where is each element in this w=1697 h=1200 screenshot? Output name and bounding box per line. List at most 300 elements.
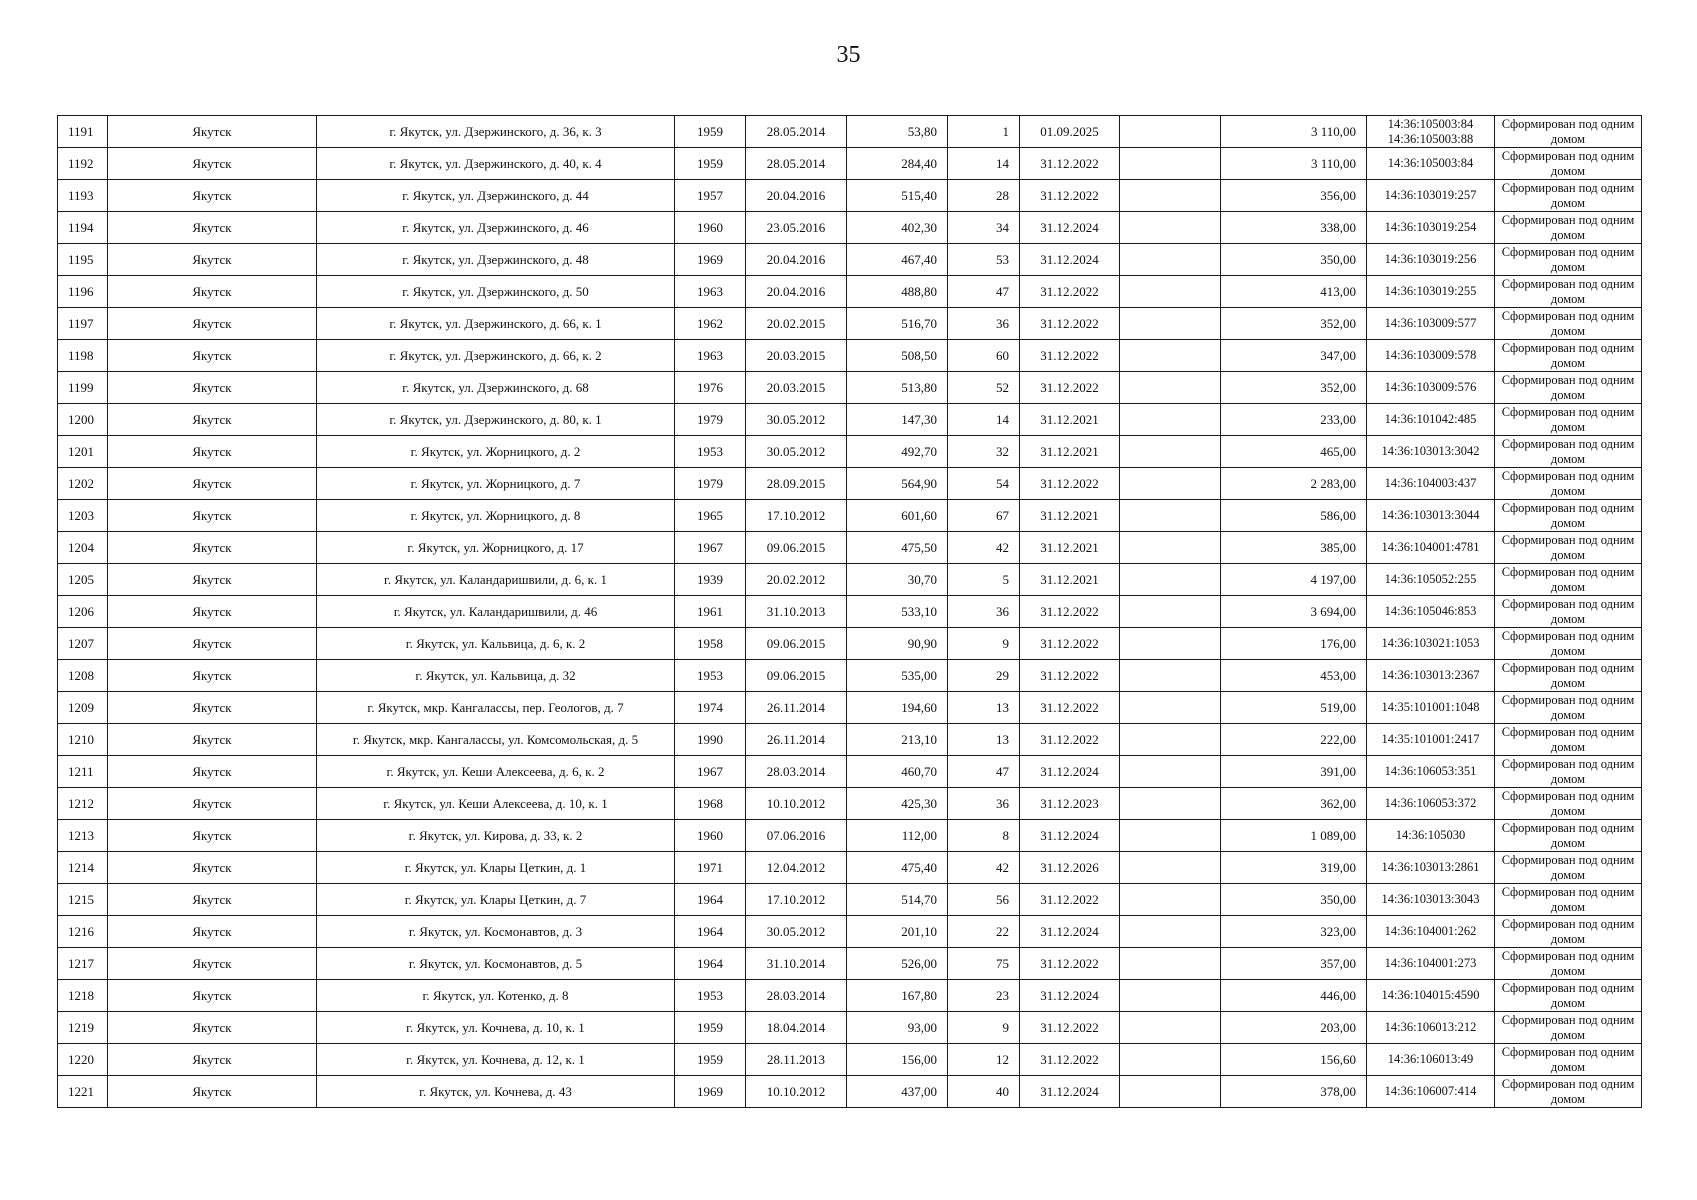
cell-empty <box>1120 1076 1221 1108</box>
cell-area: 515,40 <box>847 180 948 212</box>
cell-recognition-date: 20.04.2016 <box>746 244 847 276</box>
cell-year-built: 1953 <box>675 436 746 468</box>
cell-residents: 40 <box>948 1076 1020 1108</box>
cell-note: Сформирован под одним домом <box>1495 148 1642 180</box>
cell-area: 147,30 <box>847 404 948 436</box>
cell-address: г. Якутск, ул. Каландаришвили, д. 6, к. 1 <box>317 564 675 596</box>
cell-area: 475,50 <box>847 532 948 564</box>
cell-residents: 60 <box>948 340 1020 372</box>
cell-note: Сформирован под одним домом <box>1495 692 1642 724</box>
cell-address: г. Якутск, ул. Космонавтов, д. 5 <box>317 948 675 980</box>
cell-note: Сформирован под одним домом <box>1495 628 1642 660</box>
cadastral-line: 14:36:106013:49 <box>1387 1052 1474 1066</box>
cell-cadastral-number <box>1367 180 1495 212</box>
cell-year-built: 1939 <box>675 564 746 596</box>
cell-planned-date: 31.12.2024 <box>1020 980 1120 1012</box>
cell-number: 1206 <box>58 596 108 628</box>
cell-number: 1210 <box>58 724 108 756</box>
cell-planned-date: 31.12.2022 <box>1020 692 1120 724</box>
table-row <box>58 532 1642 564</box>
cadastral-line: 14:36:103019:254 <box>1384 220 1477 234</box>
table-row <box>58 212 1642 244</box>
cell-residents: 52 <box>948 372 1020 404</box>
cell-cadastral-number <box>1367 564 1495 596</box>
cell-address: г. Якутск, ул. Клары Цеткин, д. 7 <box>317 884 675 916</box>
cadastral-line: 14:36:103009:576 <box>1384 380 1477 394</box>
cell-land-area: 352,00 <box>1221 372 1367 404</box>
cell-empty <box>1120 404 1221 436</box>
cadastral-line: 14:36:104001:262 <box>1384 924 1477 938</box>
cell-area: 475,40 <box>847 852 948 884</box>
cell-planned-date: 31.12.2022 <box>1020 340 1120 372</box>
cell-empty <box>1120 116 1221 148</box>
cell-cadastral-number <box>1367 276 1495 308</box>
cell-number: 1201 <box>58 436 108 468</box>
cell-city: Якутск <box>108 660 317 692</box>
cell-number: 1200 <box>58 404 108 436</box>
cell-area: 467,40 <box>847 244 948 276</box>
cell-note: Сформирован под одним домом <box>1495 756 1642 788</box>
cell-year-built: 1959 <box>675 148 746 180</box>
cell-planned-date: 31.12.2021 <box>1020 532 1120 564</box>
table-row <box>58 1012 1642 1044</box>
cell-cadastral-number <box>1367 884 1495 916</box>
cell-address: г. Якутск, ул. Дзержинского, д. 80, к. 1 <box>317 404 675 436</box>
cell-year-built: 1964 <box>675 884 746 916</box>
cell-address: г. Якутск, ул. Дзержинского, д. 36, к. 3 <box>317 116 675 148</box>
cell-cadastral-number <box>1367 756 1495 788</box>
cell-address: г. Якутск, ул. Жорницкого, д. 17 <box>317 532 675 564</box>
cell-empty <box>1120 468 1221 500</box>
cell-address: г. Якутск, ул. Кеши Алексеева, д. 10, к. 1 <box>317 788 675 820</box>
cell-planned-date: 31.12.2024 <box>1020 212 1120 244</box>
cell-planned-date: 31.12.2022 <box>1020 308 1120 340</box>
cell-planned-date: 31.12.2021 <box>1020 436 1120 468</box>
cell-residents: 13 <box>948 724 1020 756</box>
cell-address: г. Якутск, ул. Дзержинского, д. 66, к. 1 <box>317 308 675 340</box>
cell-note: Сформирован под одним домом <box>1495 116 1642 148</box>
cell-number: 1193 <box>58 180 108 212</box>
cell-recognition-date: 09.06.2015 <box>746 660 847 692</box>
table-row <box>58 628 1642 660</box>
cell-number: 1211 <box>58 756 108 788</box>
table-row <box>58 404 1642 436</box>
cell-year-built: 1964 <box>675 916 746 948</box>
cadastral-line: 14:36:103019:255 <box>1384 284 1477 298</box>
cell-planned-date: 31.12.2024 <box>1020 916 1120 948</box>
cell-year-built: 1962 <box>675 308 746 340</box>
cell-recognition-date: 09.06.2015 <box>746 628 847 660</box>
cell-year-built: 1979 <box>675 468 746 500</box>
cell-recognition-date: 28.05.2014 <box>746 148 847 180</box>
cell-number: 1218 <box>58 980 108 1012</box>
cell-year-built: 1971 <box>675 852 746 884</box>
cell-recognition-date: 10.10.2012 <box>746 1076 847 1108</box>
cell-number: 1217 <box>58 948 108 980</box>
cell-land-area: 356,00 <box>1221 180 1367 212</box>
cell-cadastral-number <box>1367 468 1495 500</box>
cell-city: Якутск <box>108 180 317 212</box>
cell-area: 112,00 <box>847 820 948 852</box>
cell-number: 1203 <box>58 500 108 532</box>
cell-empty <box>1120 340 1221 372</box>
cell-number: 1199 <box>58 372 108 404</box>
cell-empty <box>1120 916 1221 948</box>
cell-address: г. Якутск, ул. Дзержинского, д. 68 <box>317 372 675 404</box>
cell-planned-date: 01.09.2025 <box>1020 116 1120 148</box>
cell-planned-date: 31.12.2023 <box>1020 788 1120 820</box>
page-number: 35 <box>836 42 861 68</box>
cell-address: г. Якутск, мкр. Кангаласcы, пер. Геологов, д. 7 <box>317 692 675 724</box>
cell-note: Сформирован под одним домом <box>1495 596 1642 628</box>
cadastral-line: 14:36:103013:2861 <box>1381 860 1480 874</box>
cell-city: Якутск <box>108 1076 317 1108</box>
cadastral-line: 14:36:106013:212 <box>1384 1020 1477 1034</box>
cadastral-line: 14:36:103021:1053 <box>1381 636 1480 650</box>
cell-address: г. Якутск, ул. Дзержинского, д. 40, к. 4 <box>317 148 675 180</box>
cell-residents: 36 <box>948 308 1020 340</box>
cadastral-line: 14:36:104003:437 <box>1384 476 1477 490</box>
cell-cadastral-number <box>1367 852 1495 884</box>
cell-cadastral-number <box>1367 1044 1495 1076</box>
cell-year-built: 1961 <box>675 596 746 628</box>
cell-empty <box>1120 212 1221 244</box>
cell-address: г. Якутск, ул. Кальвица, д. 32 <box>317 660 675 692</box>
cell-residents: 42 <box>948 532 1020 564</box>
cell-planned-date: 31.12.2021 <box>1020 404 1120 436</box>
cadastral-line: 14:36:103019:256 <box>1384 252 1477 266</box>
cell-area: 535,00 <box>847 660 948 692</box>
table-row <box>58 148 1642 180</box>
cell-city: Якутск <box>108 1012 317 1044</box>
cell-city: Якутск <box>108 116 317 148</box>
cell-residents: 23 <box>948 980 1020 1012</box>
cell-planned-date: 31.12.2022 <box>1020 1012 1120 1044</box>
cell-recognition-date: 20.03.2015 <box>746 372 847 404</box>
cell-cadastral-number <box>1367 660 1495 692</box>
cell-planned-date: 31.12.2024 <box>1020 756 1120 788</box>
table-row <box>58 276 1642 308</box>
cell-residents: 56 <box>948 884 1020 916</box>
cell-number: 1202 <box>58 468 108 500</box>
cell-note: Сформирован под одним домом <box>1495 212 1642 244</box>
cell-area: 425,30 <box>847 788 948 820</box>
cell-land-area: 323,00 <box>1221 916 1367 948</box>
cell-empty <box>1120 788 1221 820</box>
cell-city: Якутск <box>108 340 317 372</box>
cell-residents: 14 <box>948 404 1020 436</box>
cell-recognition-date: 26.11.2014 <box>746 692 847 724</box>
cell-city: Якутск <box>108 628 317 660</box>
cell-residents: 47 <box>948 756 1020 788</box>
cell-recognition-date: 20.04.2016 <box>746 276 847 308</box>
cell-empty <box>1120 532 1221 564</box>
cell-recognition-date: 23.05.2016 <box>746 212 847 244</box>
cell-year-built: 1976 <box>675 372 746 404</box>
cell-planned-date: 31.12.2022 <box>1020 628 1120 660</box>
cell-note: Сформирован под одним домом <box>1495 980 1642 1012</box>
cadastral-line: 14:36:103013:3044 <box>1381 508 1480 522</box>
cell-note: Сформирован под одним домом <box>1495 660 1642 692</box>
cell-recognition-date: 12.04.2012 <box>746 852 847 884</box>
table-row <box>58 948 1642 980</box>
cell-recognition-date: 20.02.2015 <box>746 308 847 340</box>
cell-year-built: 1963 <box>675 276 746 308</box>
cell-area: 533,10 <box>847 596 948 628</box>
cadastral-line: 14:36:103009:577 <box>1384 316 1477 330</box>
cadastral-line: 14:36:106053:351 <box>1384 764 1477 778</box>
cell-residents: 42 <box>948 852 1020 884</box>
cell-cadastral-number <box>1367 980 1495 1012</box>
cell-number: 1195 <box>58 244 108 276</box>
cell-land-area: 203,00 <box>1221 1012 1367 1044</box>
cell-area: 93,00 <box>847 1012 948 1044</box>
cell-address: г. Якутск, ул. Дзержинского, д. 44 <box>317 180 675 212</box>
table-row <box>58 724 1642 756</box>
cell-address: г. Якутск, ул. Кочнева, д. 43 <box>317 1076 675 1108</box>
cell-residents: 9 <box>948 628 1020 660</box>
cell-land-area: 347,00 <box>1221 340 1367 372</box>
cell-recognition-date: 28.05.2014 <box>746 116 847 148</box>
cell-cadastral-number <box>1367 1012 1495 1044</box>
cell-year-built: 1957 <box>675 180 746 212</box>
cadastral-line: 14:36:106007:414 <box>1384 1084 1477 1098</box>
table-row <box>58 180 1642 212</box>
table-row <box>58 308 1642 340</box>
cell-residents: 13 <box>948 692 1020 724</box>
cell-address: г. Якутск, ул. Каландаришвили, д. 46 <box>317 596 675 628</box>
cadastral-line: 14:36:105003:88 <box>1387 131 1474 146</box>
cell-city: Якутск <box>108 884 317 916</box>
cell-empty <box>1120 244 1221 276</box>
cell-year-built: 1960 <box>675 820 746 852</box>
cell-cadastral-number <box>1367 116 1495 148</box>
cell-number: 1204 <box>58 532 108 564</box>
table-row <box>58 692 1642 724</box>
cell-year-built: 1974 <box>675 692 746 724</box>
cell-year-built: 1967 <box>675 532 746 564</box>
cell-residents: 54 <box>948 468 1020 500</box>
cell-city: Якутск <box>108 500 317 532</box>
cadastral-line: 14:36:105030 <box>1395 828 1466 842</box>
cadastral-line: 14:36:103013:3042 <box>1381 444 1480 458</box>
cell-residents: 36 <box>948 788 1020 820</box>
cell-residents: 12 <box>948 1044 1020 1076</box>
cell-empty <box>1120 980 1221 1012</box>
cell-planned-date: 31.12.2024 <box>1020 1076 1120 1108</box>
cell-address: г. Якутск, ул. Жорницкого, д. 8 <box>317 500 675 532</box>
cell-year-built: 1953 <box>675 980 746 1012</box>
cell-number: 1221 <box>58 1076 108 1108</box>
cell-area: 201,10 <box>847 916 948 948</box>
cell-land-area: 338,00 <box>1221 212 1367 244</box>
cell-empty <box>1120 1044 1221 1076</box>
cell-land-area: 352,00 <box>1221 308 1367 340</box>
cell-area: 156,00 <box>847 1044 948 1076</box>
cell-planned-date: 31.12.2022 <box>1020 372 1120 404</box>
cell-area: 30,70 <box>847 564 948 596</box>
cell-note: Сформирован под одним домом <box>1495 852 1642 884</box>
cell-recognition-date: 26.11.2014 <box>746 724 847 756</box>
cell-address: г. Якутск, ул. Котенко, д. 8 <box>317 980 675 1012</box>
cell-area: 508,50 <box>847 340 948 372</box>
cell-cadastral-number <box>1367 340 1495 372</box>
cell-planned-date: 31.12.2021 <box>1020 564 1120 596</box>
cadastral-line: 14:36:105046:853 <box>1384 604 1477 618</box>
cell-planned-date: 31.12.2022 <box>1020 276 1120 308</box>
cell-planned-date: 31.12.2022 <box>1020 948 1120 980</box>
cell-land-area: 319,00 <box>1221 852 1367 884</box>
cell-residents: 29 <box>948 660 1020 692</box>
cell-city: Якутск <box>108 468 317 500</box>
cell-residents: 34 <box>948 212 1020 244</box>
cell-number: 1194 <box>58 212 108 244</box>
cell-number: 1215 <box>58 884 108 916</box>
cell-recognition-date: 31.10.2013 <box>746 596 847 628</box>
cadastral-line: 14:36:105052:255 <box>1384 572 1477 586</box>
cell-empty <box>1120 660 1221 692</box>
cell-area: 488,80 <box>847 276 948 308</box>
cell-area: 437,00 <box>847 1076 948 1108</box>
cell-address: г. Якутск, ул. Жорницкого, д. 2 <box>317 436 675 468</box>
cell-year-built: 1959 <box>675 116 746 148</box>
cadastral-line: 14:36:104001:4781 <box>1381 540 1480 554</box>
cell-land-area: 465,00 <box>1221 436 1367 468</box>
cell-cadastral-number <box>1367 1076 1495 1108</box>
table-row <box>58 756 1642 788</box>
cell-note: Сформирован под одним домом <box>1495 884 1642 916</box>
cell-city: Якутск <box>108 852 317 884</box>
cell-note: Сформирован под одним домом <box>1495 916 1642 948</box>
cell-area: 460,70 <box>847 756 948 788</box>
cell-address: г. Якутск, ул. Кирова, д. 33, к. 2 <box>317 820 675 852</box>
cell-year-built: 1967 <box>675 756 746 788</box>
cell-land-area: 222,00 <box>1221 724 1367 756</box>
cell-planned-date: 31.12.2024 <box>1020 244 1120 276</box>
cell-note: Сформирован под одним домом <box>1495 308 1642 340</box>
table-row <box>58 468 1642 500</box>
cadastral-line: 14:35:101001:1048 <box>1381 700 1480 714</box>
table-row <box>58 436 1642 468</box>
cell-address: г. Якутск, ул. Кальвица, д. 6, к. 2 <box>317 628 675 660</box>
cell-land-area: 3 110,00 <box>1221 116 1367 148</box>
table-row <box>58 788 1642 820</box>
cell-year-built: 1969 <box>675 1076 746 1108</box>
cell-number: 1192 <box>58 148 108 180</box>
cell-area: 516,70 <box>847 308 948 340</box>
table-row <box>58 1044 1642 1076</box>
cell-planned-date: 31.12.2022 <box>1020 884 1120 916</box>
cell-land-area: 519,00 <box>1221 692 1367 724</box>
table-row <box>58 340 1642 372</box>
cell-cadastral-number <box>1367 692 1495 724</box>
cell-land-area: 413,00 <box>1221 276 1367 308</box>
cell-empty <box>1120 884 1221 916</box>
cadastral-line: 14:36:103013:3043 <box>1381 892 1480 906</box>
cell-planned-date: 31.12.2022 <box>1020 468 1120 500</box>
cell-city: Якутск <box>108 596 317 628</box>
table-row <box>58 116 1642 148</box>
cell-land-area: 350,00 <box>1221 244 1367 276</box>
cell-recognition-date: 10.10.2012 <box>746 788 847 820</box>
table-row <box>58 820 1642 852</box>
cell-year-built: 1963 <box>675 340 746 372</box>
table-row <box>58 596 1642 628</box>
cell-note: Сформирован под одним домом <box>1495 372 1642 404</box>
cell-year-built: 1953 <box>675 660 746 692</box>
cell-address: г. Якутск, ул. Дзержинского, д. 50 <box>317 276 675 308</box>
cell-city: Якутск <box>108 820 317 852</box>
cadastral-line: 14:35:101001:2417 <box>1381 732 1480 746</box>
cell-land-area: 453,00 <box>1221 660 1367 692</box>
cell-city: Якутск <box>108 436 317 468</box>
cell-cadastral-number <box>1367 500 1495 532</box>
cell-empty <box>1120 948 1221 980</box>
cell-area: 167,80 <box>847 980 948 1012</box>
cell-city: Якутск <box>108 148 317 180</box>
table-row <box>58 980 1642 1012</box>
cell-number: 1214 <box>58 852 108 884</box>
cell-cadastral-number <box>1367 244 1495 276</box>
cell-recognition-date: 17.10.2012 <box>746 500 847 532</box>
cell-number: 1207 <box>58 628 108 660</box>
cell-area: 564,90 <box>847 468 948 500</box>
cell-empty <box>1120 756 1221 788</box>
table-body <box>58 116 1642 1108</box>
cell-empty <box>1120 596 1221 628</box>
cell-land-area: 350,00 <box>1221 884 1367 916</box>
cell-planned-date: 31.12.2024 <box>1020 820 1120 852</box>
cell-year-built: 1958 <box>675 628 746 660</box>
cell-number: 1209 <box>58 692 108 724</box>
table-row <box>58 660 1642 692</box>
cell-note: Сформирован под одним домом <box>1495 340 1642 372</box>
cell-year-built: 1990 <box>675 724 746 756</box>
cell-city: Якутск <box>108 404 317 436</box>
cell-city: Якутск <box>108 788 317 820</box>
cell-land-area: 357,00 <box>1221 948 1367 980</box>
cell-residents: 8 <box>948 820 1020 852</box>
cell-land-area: 586,00 <box>1221 500 1367 532</box>
cell-cadastral-number <box>1367 212 1495 244</box>
cell-cadastral-number <box>1367 724 1495 756</box>
cell-land-area: 378,00 <box>1221 1076 1367 1108</box>
table-row <box>58 884 1642 916</box>
cell-residents: 28 <box>948 180 1020 212</box>
cell-residents: 9 <box>948 1012 1020 1044</box>
cell-cadastral-number <box>1367 372 1495 404</box>
cell-land-area: 233,00 <box>1221 404 1367 436</box>
cell-city: Якутск <box>108 532 317 564</box>
cell-empty <box>1120 1012 1221 1044</box>
cell-recognition-date: 30.05.2012 <box>746 916 847 948</box>
cell-empty <box>1120 628 1221 660</box>
cell-city: Якутск <box>108 980 317 1012</box>
cell-address: г. Якутск, ул. Клары Цеткин, д. 1 <box>317 852 675 884</box>
cell-empty <box>1120 180 1221 212</box>
cell-recognition-date: 07.06.2016 <box>746 820 847 852</box>
cell-area: 90,90 <box>847 628 948 660</box>
cell-address: г. Якутск, ул. Дзержинского, д. 48 <box>317 244 675 276</box>
cell-residents: 36 <box>948 596 1020 628</box>
cell-address: г. Якутск, ул. Кеши Алексеева, д. 6, к. 2 <box>317 756 675 788</box>
cell-empty <box>1120 308 1221 340</box>
cell-note: Сформирован под одним домом <box>1495 436 1642 468</box>
cell-note: Сформирован под одним домом <box>1495 1044 1642 1076</box>
cell-year-built: 1965 <box>675 500 746 532</box>
cell-year-built: 1969 <box>675 244 746 276</box>
table-row <box>58 500 1642 532</box>
